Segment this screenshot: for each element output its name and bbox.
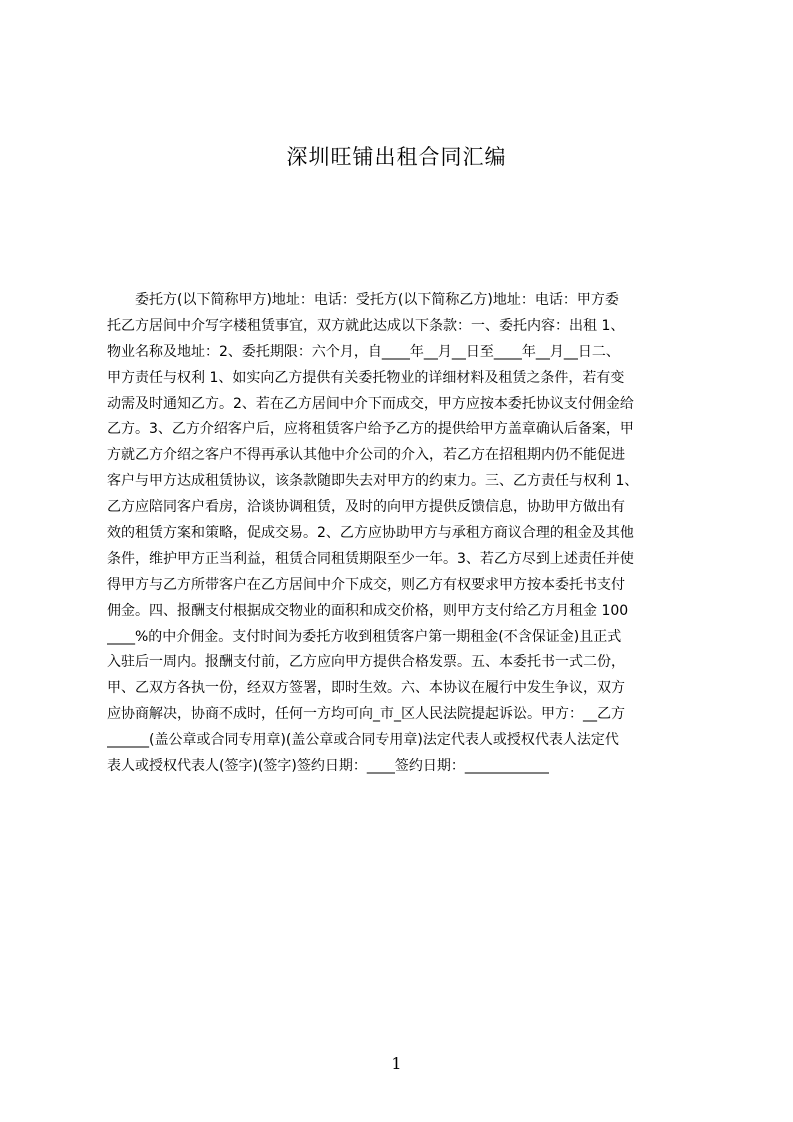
body-line: 物业名称及地址：2、委托期限：六个月，自____年__月__日至____年__月__日二、 [107, 343, 620, 360]
body-line: 佣金。四、报酬支付根据成交物业的面积和成交价格，则甲方支付给乙方月租金 100 [107, 602, 629, 619]
body-line: 得甲方与乙方所带客户在乙方居间中介下成交，则乙方有权要求甲方按本委托书支付 [107, 576, 625, 593]
body-line: 入驻后一周内。报酬支付前，乙方应向甲方提供合格发票。五、本委托书一式二份， [107, 654, 625, 671]
body-line: 甲方责任与权利 1、如实向乙方提供有关委托物业的详细材料及租赁之条件，若有变 [107, 369, 625, 386]
body-line: 条件，维护甲方正当利益，租赁合同租赁期限至少一年。3、若乙方尽到上述责任并使 [107, 550, 634, 567]
body-line: ____%的中介佣金。支付时间为委托方收到租赁客户第一期租金(不含保证金)且正式 [107, 628, 622, 645]
body-line: 乙方。3、乙方介绍客户后，应将租赁客户给予乙方的提供给甲方盖章确认后备案，甲 [107, 421, 634, 438]
body-line: 动需及时通知乙方。2、若在乙方居间中介下而成交，甲方应按本委托协议支付佣金给 [107, 395, 634, 412]
contract-body [107, 288, 699, 780]
page-number: 1 [391, 1054, 402, 1073]
body-line: 方就乙方介绍之客户不得再承认其他中介公司的介入，若乙方在招租期内仍不能促进 [107, 447, 625, 464]
body-line: 乙方应陪同客户看房，洽谈协调租赁，及时的向甲方提供反馈信息，协助甲方做出有 [107, 499, 625, 516]
body-line: 托乙方居间中介写字楼租赁事宜，双方就此达成以下条款：一、委托内容：出租 1、 [107, 317, 625, 334]
body-line: ______(盖公章或合同专用章)(盖公章或合同专用章)法定代表人或授权代表人法定代 [107, 732, 619, 749]
body-line: 效的租赁方案和策略，促成交易。2、乙方应协助甲方与承租方商议合理的租金及其他 [107, 525, 634, 542]
body-line: 客户与甲方达成租赁协议，该条款随即失去对甲方的约束力。三、乙方责任与权利 1、 [107, 473, 639, 490]
body-line: 表人或授权代表人(签字)(签字)签约日期：____签约日期：____________ [107, 758, 549, 775]
body-line: 委托方(以下简称甲方)地址：电话：受托方(以下简称乙方)地址：电话：甲方委 [107, 292, 619, 308]
body-line: 应协商解决，协商不成时，任何一方均可向_市_区人民法院提起诉讼。甲方：__乙方 [107, 706, 625, 723]
document-title: 深圳旺铺出租合同汇编 [286, 145, 507, 169]
body-line: 甲、乙双方各执一份，经双方签署，即时生效。六、本协议在履行中发生争议，双方 [107, 680, 625, 697]
